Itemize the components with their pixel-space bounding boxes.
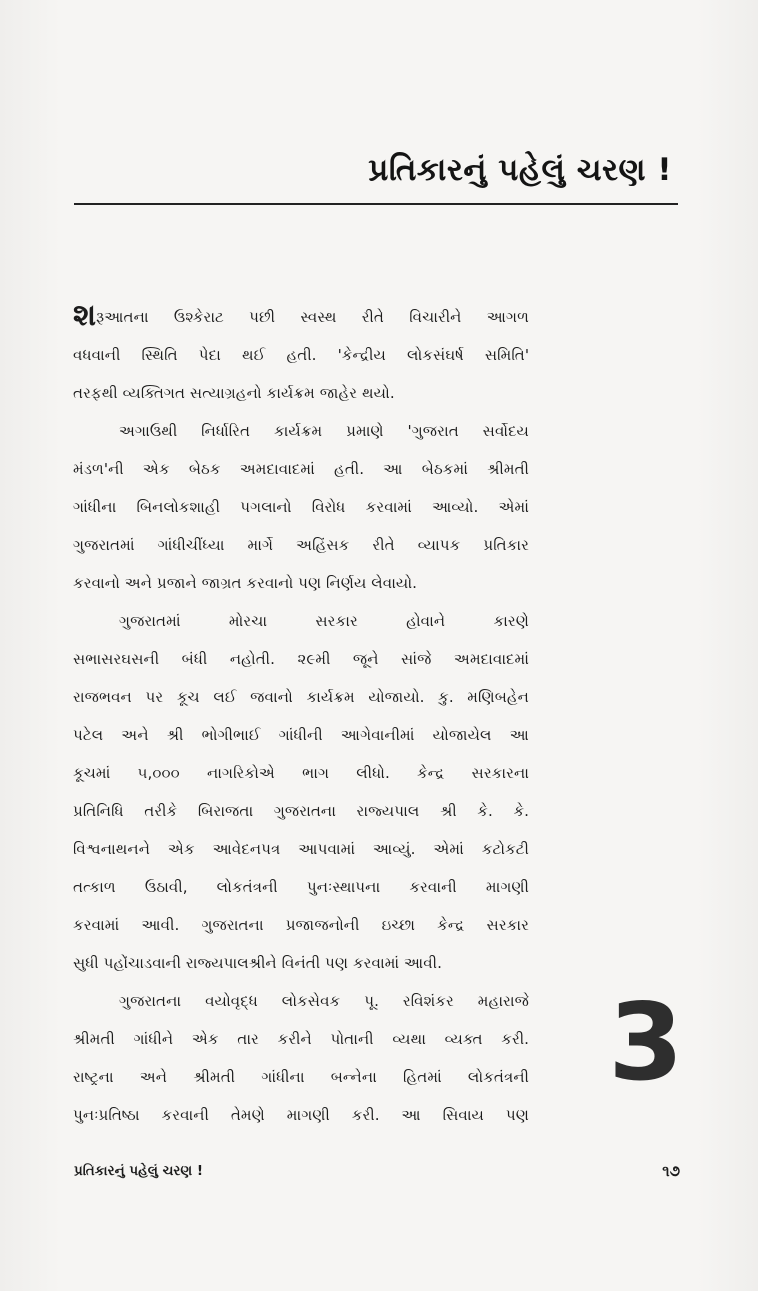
paragraph-line: ગુજરાતના વયોવૃદ્ધ લોકસેવક પૂ. રવિશંકર મહારાજે xyxy=(119,992,529,1010)
paragraph-line: સુધી પહોંચાડવાની રાજ્યપાલશ્રીને વિનંતી પણ કરવામાં આવી. xyxy=(73,954,442,972)
paragraph-line: રાષ્ટ્રના અને શ્રીમતી ગાંધીના બન્નેના હિતમાં લોકતંત્રની xyxy=(73,1068,529,1086)
paragraph-line: મંડળ'ની એક બેઠક અમદાવાદમાં હતી. આ બેઠકમાં શ્રીમતી xyxy=(73,460,529,478)
paragraph-line: કૂચમાં ૫,૦૦૦ નાગરિકોએ ભાગ લીધો. કેન્દ્ર સરકારના xyxy=(73,764,529,782)
paragraph-line: સભાસરઘસની બંધી નહોતી. ૨૯મી જૂને સાંજે અમદાવાદમાં xyxy=(73,650,529,668)
line-text: રૂઆતના ઉશ્કેરાટ પછી સ્વસ્થ રીતે વિચારીને આગળ xyxy=(96,308,529,326)
paragraph-line: પ્રતિનિધિ તરીકે બિરાજતા ગુજરાતના રાજ્યપાલ શ્રી કે. કે. xyxy=(73,802,529,820)
paragraph-line: ગાંધીના બિનલોકશાહી પગલાનો વિરોધ કરવામાં આવ્યો. એમાં xyxy=(73,498,529,516)
paragraph-line: ગુજરાતમાં ગાંધીચીંધ્યા માર્ગે અહિંસક રીતે વ્યાપક પ્રતિકાર xyxy=(73,536,529,554)
title-underline xyxy=(74,203,678,205)
paragraph-line: પુનઃપ્રતિષ્ઠા કરવાની તેમણે માગણી કરી. આ સિવાય પણ xyxy=(73,1106,529,1124)
chapter-number: 3 xyxy=(608,981,684,1104)
running-footer-title: પ્રતિકારનું પહેલું ચરણ ! xyxy=(74,1163,204,1179)
paragraph-line xyxy=(73,298,529,336)
paragraph-line: વિશ્વનાથનને એક આવેદનપત્ર આપવામાં આવ્યું. એમાં કટોકટી xyxy=(73,840,529,858)
paragraph-line: અગાઉથી નિર્ધારિત કાર્યક્રમ પ્રમાણે 'ગુજરાત સર્વોદય xyxy=(119,422,529,440)
chapter-body xyxy=(73,298,529,1134)
paragraph-line: વધવાની સ્થિતિ પેદા થઈ હતી. 'કેન્દ્રીય લોકસંઘર્ષ સમિતિ' xyxy=(73,346,529,364)
paragraph-line: રાજભવન પર કૂચ લઈ જવાનો કાર્યક્રમ યોજાયો. કુ. મણિબહેન xyxy=(73,688,529,706)
paragraph-line: શ્રીમતી ગાંધીને એક તાર કરીને પોતાની વ્યથા વ્યક્ત કરી. xyxy=(73,1030,529,1048)
page-number: ૧૭ xyxy=(662,1162,680,1180)
drop-cap: શ xyxy=(73,298,97,333)
paragraph-line: તરફથી વ્યક્તિગત સત્યાગ્રહનો કાર્યક્રમ જાહેર થયો. xyxy=(73,384,395,402)
chapter-title: પ્રતિકારનું પહેલું ચરણ ! xyxy=(368,152,672,188)
paragraph-line: પટેલ અને શ્રી ભોગીભાઈ ગાંધીની આગેવાનીમાં યોજાયેલ આ xyxy=(73,726,529,744)
paragraph-line: કરવાનો અને પ્રજાને જાગ્રત કરવાનો પણ નિર્ણય લેવાયો. xyxy=(73,574,417,592)
paragraph-line: કરવામાં આવી. ગુજરાતના પ્રજાજનોની ઇચ્છા કેન્દ્ર સરકાર xyxy=(73,916,529,934)
paragraph-line: તત્કાળ ઉઠાવી, લોકતંત્રની પુનઃસ્થાપના કરવાની માગણી xyxy=(73,878,529,896)
paragraph-line: ગુજરાતમાં મોરચા સરકાર હોવાને કારણે xyxy=(119,612,529,630)
